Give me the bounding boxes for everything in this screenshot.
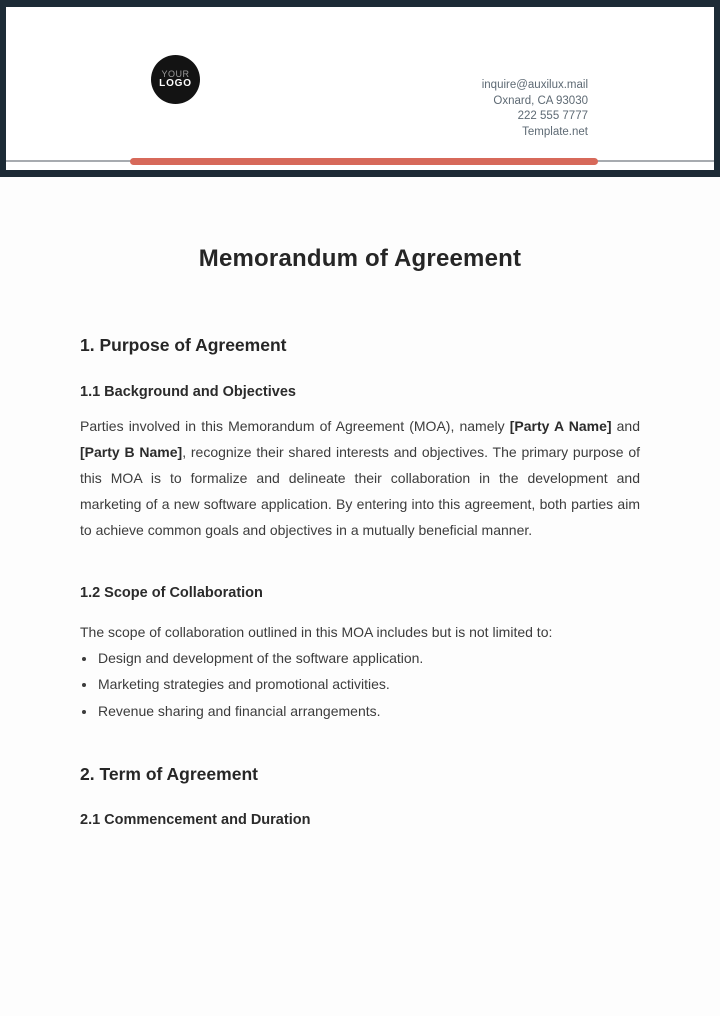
bullet-item: • Revenue sharing and financial arrangements. xyxy=(97,698,640,724)
contact-address: Oxnard, CA 93030 xyxy=(493,94,588,107)
logo-text-top: YOUR xyxy=(161,68,190,79)
contact-email: inquire@auxilux.mail xyxy=(481,79,588,91)
company-logo xyxy=(151,55,200,104)
section-2-1-heading: 2.1 Commencement and Duration xyxy=(80,811,311,828)
header-accent-rule xyxy=(130,158,598,165)
bullet-item: • Marketing strategies and promotional activities. xyxy=(97,671,640,697)
contact-block xyxy=(482,78,588,140)
contact-phone: 222 555 7777 xyxy=(517,110,588,122)
section-1-heading: 1. Purpose of Agreement xyxy=(80,335,287,355)
scope-bullet-list xyxy=(80,645,640,724)
section-2-heading: 2. Term of Agreement xyxy=(80,763,258,784)
document-body xyxy=(80,245,640,828)
logo-text-bottom: LOGO xyxy=(159,77,192,89)
section-1-1-heading: 1.1 Background and Objectives xyxy=(80,384,296,400)
bullet-item: • Design and development of the software application. xyxy=(97,645,640,671)
section-1-1-paragraph: Parties involved in this Memorandum of Agreement (MOA), namely [Party A Name] and [Party B Name], recognize their shared interests and objectives. The primary purpose of this MOA is to formalize and delineate their collaboration in the development and marketing of a new software application. By entering into this agreement, both parties aim to achieve common goals and objectives in a mutually beneficial manner. xyxy=(80,418,640,538)
section-1-2-lead: The scope of collaboration outlined in this MOA includes but is not limited to: xyxy=(80,624,553,640)
contact-website: Template.net xyxy=(522,125,588,138)
section-1-2-heading: 1.2 Scope of Collaboration xyxy=(80,585,263,601)
document-title: Memorandum of Agreement xyxy=(198,245,522,272)
letterhead xyxy=(0,0,720,177)
